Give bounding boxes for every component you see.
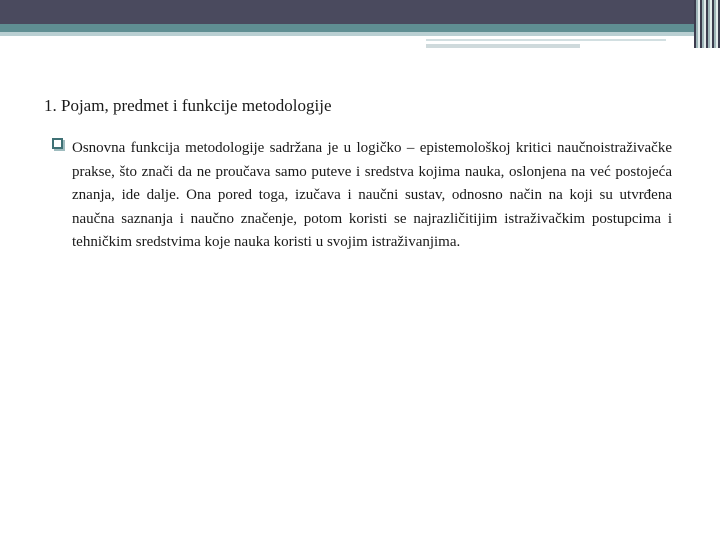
header-band-dark xyxy=(0,0,720,24)
slide-title: 1. Pojam, predmet i funkcije metodologije xyxy=(44,96,332,115)
header-band-light xyxy=(0,32,720,36)
header-band-teal xyxy=(0,24,720,32)
header-accent-line-short xyxy=(426,44,580,48)
bullet-text: Osnovna funkcija metodologije sadržana je u logičko – epistemološkoj kritici naučnoistraživačke prakse, što znači da ne proučava samo puteve i sredstva kojima nauka, oslonjena na već postojeća znanja, ide dalje. Ona pored toga, izučava i naučni sustav, odnosno način na koji su utvrđena naučna saznanja i naučno značenje, potom koristi se najrazličitijim istraživačkim postupcima i tehničkim sredstvima koje nauka koristi u svojim istraživanjima. xyxy=(72,140,672,250)
bullet-item xyxy=(52,137,672,255)
header-stripes-decoration xyxy=(694,0,720,48)
header-accent-line xyxy=(426,39,666,41)
checkbox-square-icon xyxy=(52,138,63,149)
